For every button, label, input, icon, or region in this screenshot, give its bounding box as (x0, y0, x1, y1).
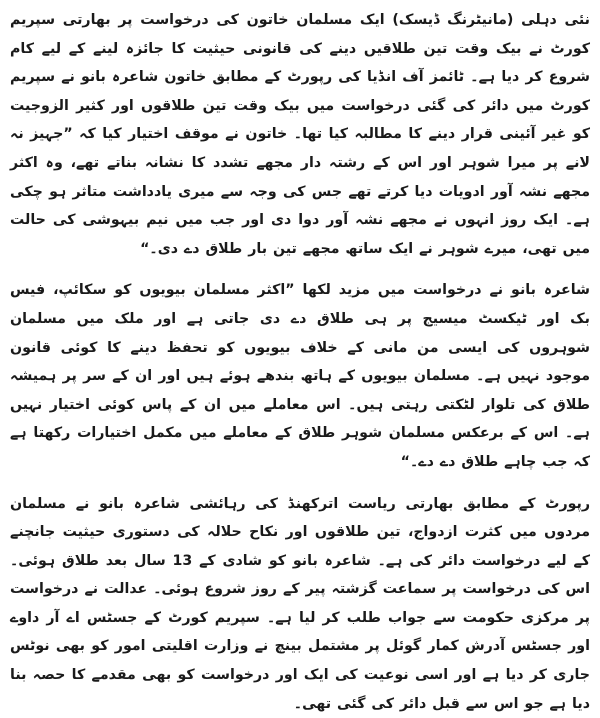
article-paragraph-3: رپورٹ کے مطابق بھارتی ریاست اترکھنڈ کی رہائشی شاعرہ بانو نے مسلمان مردوں میں کثرت ازدواج، تین طلاقوں اور نکاح حلالہ کی دستوری حیثیت جانچنے کے لیے درخواست دائر کی ہے۔ شاعرہ بانو کو شادی کے 13 سال بعد طلاق ہوئی۔ اس کی درخواست پر سماعت گزشتہ پیر کے روز شروع ہوئی۔ عدالت نے درخواست پر مرکزی حکومت سے جواب طلب کر لیا ہے۔ سپریم کورٹ کے جسٹس اے آر داوے اور جسٹس آدرش کمار گوئل پر مشتمل بینچ نے وزارت اقلیتی امور کو بھی نوٹس جاری کر دیا ہے اور اسی نوعیت کی ایک اور درخواست کو بھی مقدمے کا حصہ بنا دیا ہے جو اس سے قبل دائر کی گئی تھی۔ (10, 490, 590, 718)
article-paragraph-2: شاعرہ بانو نے درخواست میں مزید لکھا ”اکثر مسلمان بیویوں کو سکائپ، فیس بک اور ٹیکسٹ میسیج پر ہی طلاق دے دی جاتی ہے اور ملک میں مسلمان شوہروں کی ایسی من مانی کے خلاف بیویوں کو تحفظ دینے کا کوئی قانون موجود نہیں ہے۔ مسلمان بیویوں کے ہاتھ بندھے ہوئے ہیں اور ان کے سر پر ہمیشہ طلاق کی تلوار لٹکتی رہتی ہیں۔ اس معاملے میں ان کے پاس کوئی اختیار نہیں ہے۔ اس کے برعکس مسلمان شوہر طلاق کے معاملے میں مکمل اختیارات رکھتا ہے کہ جب چاہے طلاق دے دے۔“ (10, 276, 590, 476)
article-paragraph-1: نئی دہلی (مانیٹرنگ ڈیسک) ایک مسلمان خاتون کی درخواست پر بھارتی سپریم کورٹ نے بیک وقت تین طلاقیں دینے کی قانونی حیثیت کا جائزہ لینے کے لیے کام شروع کر دیا ہے۔ ٹائمز آف انڈیا کی رپورٹ کے مطابق خاتون شاعرہ بانو نے سپریم کورٹ میں دائر کی گئی درخواست میں بیک وقت تین طلاقوں اور کثیر الزوجیت کو غیر آئینی قرار دینے کا مطالبہ کیا تھا۔ خاتون نے موقف اختیار کیا کہ ”جہیز نہ لانے پر میرا شوہر اور اس کے رشتہ دار مجھے تشدد کا نشانہ بناتے تھے، وہ اکثر مجھے نشہ آور ادویات دیا کرتے تھے جس کی وجہ سے میری یادداشت متاثر ہو چکی ہے۔ ایک روز انہوں نے مجھے نشہ آور دوا دی اور جب میں نیم بیہوشی کی حالت میں تھی، میرے شوہر نے ایک ساتھ مجھے تین بار طلاق دے دی۔“ (10, 6, 590, 263)
